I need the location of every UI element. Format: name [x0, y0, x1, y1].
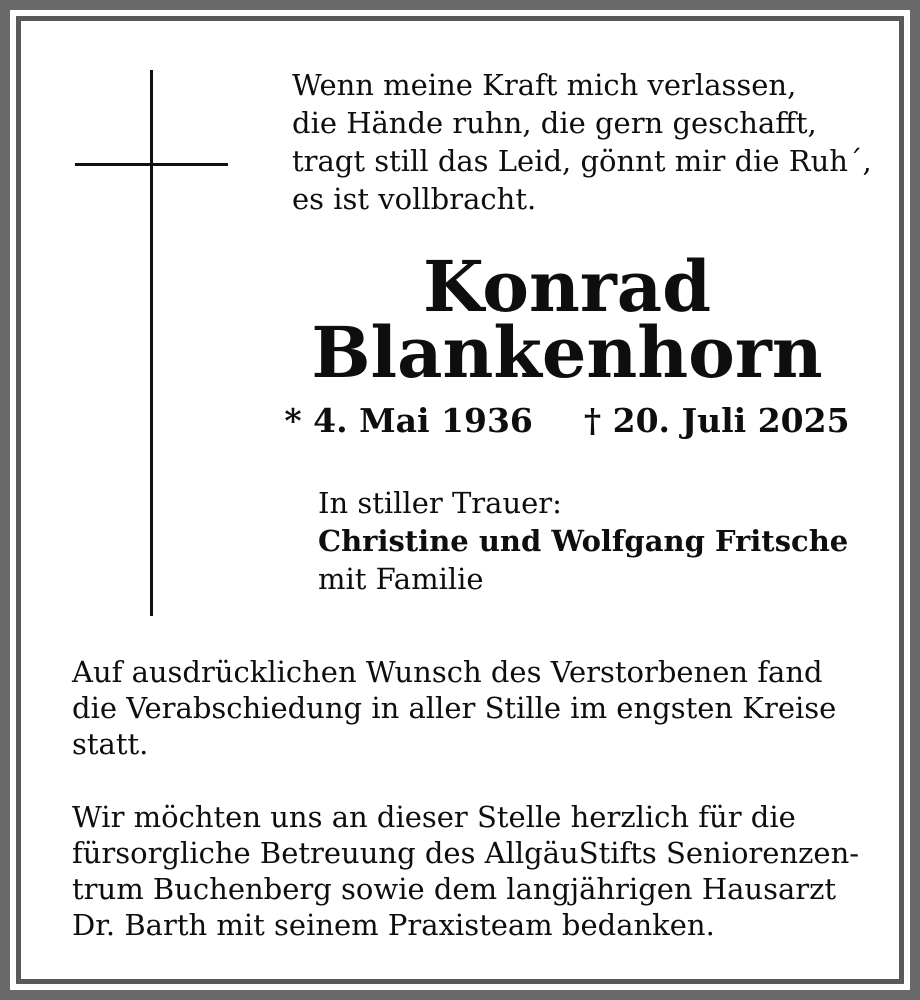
life-dates	[233, 401, 901, 440]
verse-line: Wenn meine Kraft mich verlassen,	[292, 68, 797, 102]
death-date: † 20. Juli 2025	[583, 401, 850, 440]
farewell-announcement	[72, 654, 836, 762]
verse-line: es ist vollbracht.	[292, 182, 537, 216]
cross-icon-vertical-bar	[150, 70, 153, 616]
cross-icon-horizontal-bar	[75, 163, 228, 166]
mourners-names: Christine und Wolfgang Fritsche	[318, 524, 849, 558]
verse-line: die Hände ruhn, die gern geschafft,	[292, 106, 817, 140]
gratitude-line: Dr. Barth mit seinem Praxisteam bedanken.	[72, 908, 715, 942]
gratitude-paragraph	[72, 799, 859, 943]
announcement-line: statt.	[72, 727, 149, 761]
mourners-intro: In stiller Trauer:	[318, 486, 562, 520]
deceased-first-name: Konrad	[422, 245, 712, 328]
birth-date: * 4. Mai 1936	[284, 401, 533, 440]
deceased-last-name: Blankenhorn	[311, 311, 823, 394]
mourners-family: mit Familie	[318, 562, 484, 596]
deceased-name	[233, 245, 901, 394]
gratitude-line: Wir möchten uns an dieser Stelle herzlich für die	[72, 800, 796, 834]
verse-line: tragt still das Leid, gönnt mir die Ruh´,	[292, 144, 872, 178]
announcement-line: die Verabschiedung in aller Stille im engsten Kreise	[72, 691, 837, 725]
announcement-line: Auf ausdrücklichen Wunsch des Verstorbenen fand	[72, 655, 823, 689]
mourners-block	[318, 484, 848, 598]
gratitude-line: trum Buchenberg sowie dem langjährigen Hausarzt	[72, 872, 837, 906]
gratitude-line: fürsorgliche Betreuung des AllgäuStifts Seniorenzen-	[72, 836, 860, 870]
memorial-verse	[292, 66, 872, 218]
